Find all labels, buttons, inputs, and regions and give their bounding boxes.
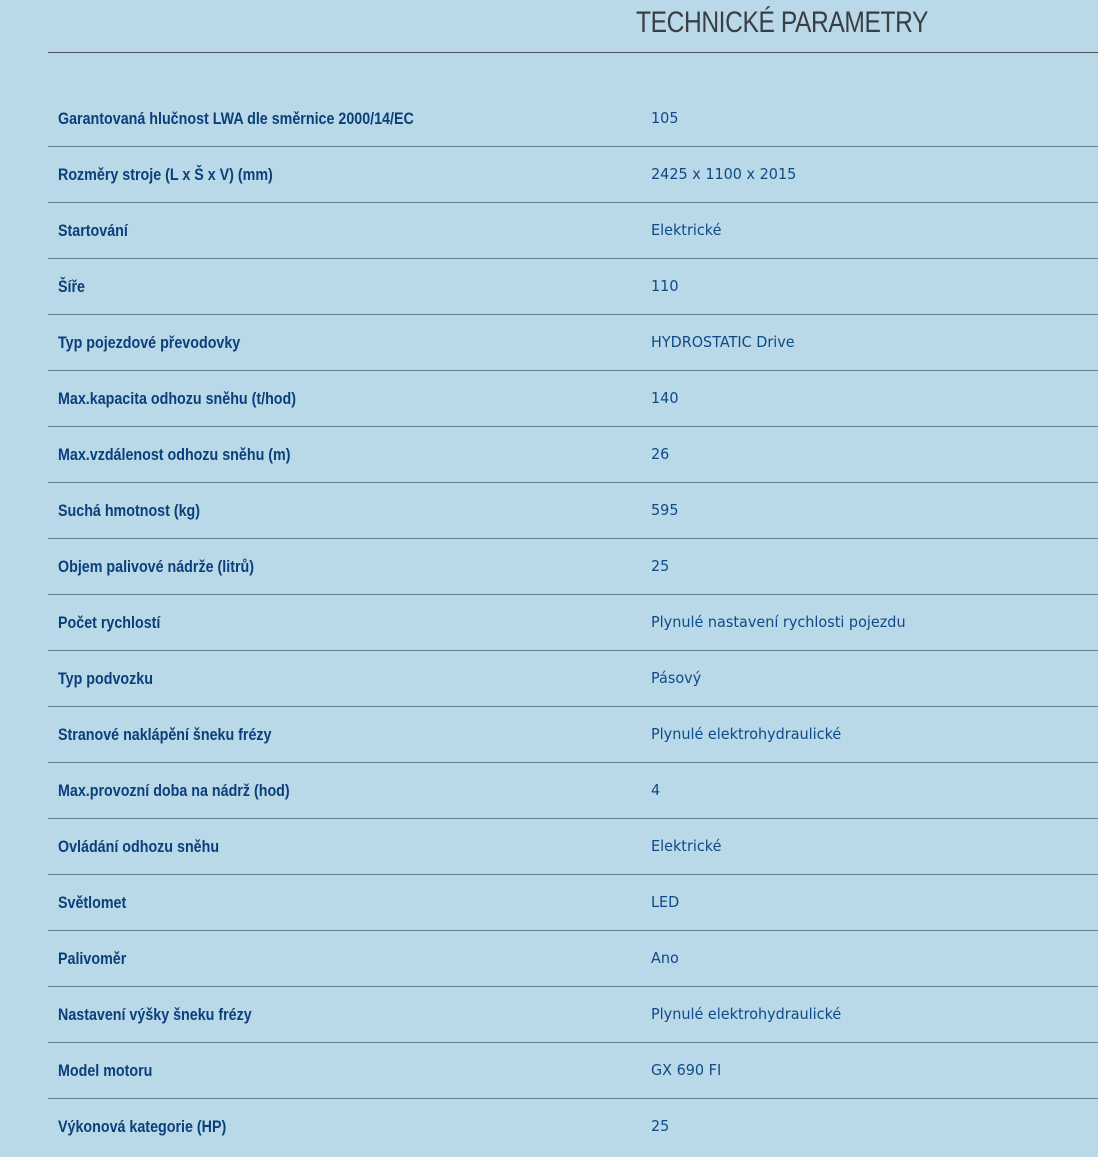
spec-value: 2425 x 1100 x 2015 (651, 165, 797, 183)
spec-label: Startování (58, 221, 128, 240)
spec-label: Max.provozní doba na nádrž (hod) (58, 781, 290, 800)
spec-value: 25 (651, 1117, 670, 1135)
spec-value: 4 (651, 781, 661, 799)
spec-value: Pásový (651, 669, 702, 687)
spec-label: Garantovaná hlučnost LWA dle směrnice 2000/14/EC (58, 109, 414, 128)
spec-label: Ovládání odhozu sněhu (58, 837, 220, 856)
spec-label: Typ podvozku (58, 669, 153, 688)
spec-label: Rozměry stroje (L x Š x V) (mm) (58, 165, 273, 184)
spec-value: Plynulé nastavení rychlosti pojezdu (651, 613, 906, 631)
table-row (48, 91, 1098, 147)
spec-value: Elektrické (651, 837, 722, 855)
spec-label: Model motoru (58, 1061, 153, 1080)
spec-value: LED (651, 893, 680, 911)
table-row (48, 315, 1098, 371)
table-row (48, 427, 1098, 483)
spec-value: 105 (651, 109, 679, 127)
spec-value: Plynulé elektrohydraulické (651, 725, 842, 743)
spec-value: 140 (651, 389, 679, 407)
table-row (48, 1099, 1098, 1154)
table-row (48, 483, 1098, 539)
spec-label: Výkonová kategorie (HP) (58, 1117, 227, 1136)
spec-label: Typ pojezdové převodovky (58, 333, 241, 352)
table-row (48, 1043, 1098, 1099)
table-row (48, 539, 1098, 595)
spec-value: GX 690 FI (651, 1061, 722, 1079)
spec-value: HYDROSTATIC Drive (651, 333, 795, 351)
spec-value: 25 (651, 557, 670, 575)
table-row (48, 371, 1098, 427)
table-row (48, 987, 1098, 1043)
table-row (48, 147, 1098, 203)
table-row (48, 707, 1098, 763)
spec-value: 110 (651, 277, 679, 295)
spec-label: Nastavení výšky šneku frézy (58, 1005, 252, 1024)
spec-label: Max.kapacita odhozu sněhu (t/hod) (58, 389, 297, 408)
page-title: TECHNICKÉ PARAMETRY (636, 6, 929, 39)
spec-label: Palivoměr (58, 949, 127, 968)
table-row (48, 259, 1098, 315)
spec-label: Šíře (58, 277, 85, 296)
table-row (48, 819, 1098, 875)
spec-value: 595 (651, 501, 679, 519)
spec-label: Max.vzdálenost odhozu sněhu (m) (58, 445, 291, 464)
spec-value: Elektrické (651, 221, 722, 239)
spec-value: Plynulé elektrohydraulické (651, 1005, 842, 1023)
table-row (48, 763, 1098, 819)
table-row (48, 931, 1098, 987)
table-row (48, 595, 1098, 651)
spec-label: Stranové naklápění šneku frézy (58, 725, 272, 744)
table-row (48, 203, 1098, 259)
table-row (48, 651, 1098, 707)
spec-value: Ano (651, 949, 679, 967)
spec-value: 26 (651, 445, 670, 463)
section-header (48, 0, 1098, 53)
spec-table (48, 91, 1098, 1154)
spec-label: Světlomet (58, 893, 127, 912)
spec-label: Objem palivové nádrže (litrů) (58, 557, 254, 576)
spec-label: Počet rychlostí (58, 613, 161, 632)
spec-label: Suchá hmotnost (kg) (58, 501, 201, 520)
table-row (48, 875, 1098, 931)
